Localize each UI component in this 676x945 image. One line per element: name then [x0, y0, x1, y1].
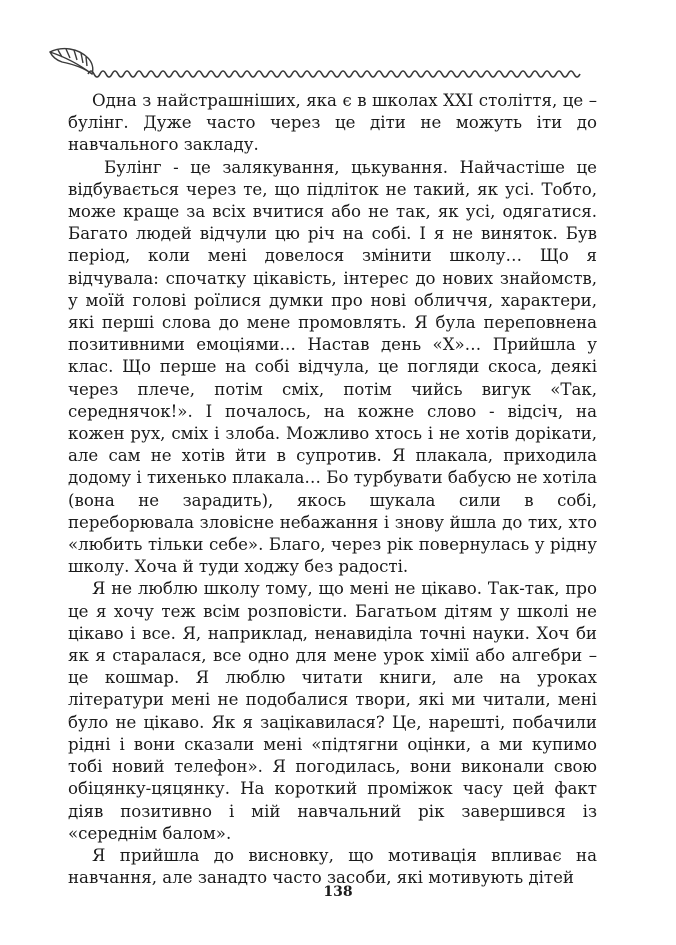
wavy-line-icon	[88, 71, 580, 77]
paragraph-1: Одна з найстрашніших, яка є в школах XXI століття, це – булінг. Дуже часто через це діти не можуть іти до навчального закладу.	[68, 91, 597, 155]
quill-ornament-icon	[48, 44, 600, 84]
feather-icon	[50, 49, 93, 74]
paragraph-2: Булінг - це залякування, цькування. Найчастіше це відбувається через те, що підліток не такий, як усі. Тобто, може краще за всіх вчитися або не так, як усі, одягатися. Багато людей відчули цю річ на собі. І я не виняток. Був період, коли мені довелося змінити школу… Що я відчувала: спочатку цікавість, інтерес до нових знайомств, у моїй голові роїлися думки про нові обличчя, характери, які перші слова до мене промовлять. Я була переповнена позитивними емоціями… Настав день «Х»… Прийшла у клас. Що перше на собі відчула, це погляди скоса, деякі через плече, потім сміх, потім чийсь вигук «Так, середнячок!». І почалось, на кожне слово - відсіч, на кожен рух, сміх і злоба. Можливо хтось і не хотів дорікати, але сам не хотів йти в супротив. Я плакала, приходила додому і тихенько плакала… Бо турбувати бабусю не хотіла (вона не зарадить), якось шукала сили в собі, переборювала зловісне небажання і знову йшла до тих, хто «любить тільки себе». Благо, через рік повернулась у рідну школу. Хоча й туди ходжу без радості.	[68, 157, 597, 577]
paragraph-3: Я не люблю школу тому, що мені не цікаво. Так-так, про це я хочу теж всім розповісти. Багатьом дітям у школі не цікаво і все. Я, наприклад, ненавиділа точні науки. Хоч би як я старалася, все одно для мене урок хімії або алгебри – це кошмар. Я люблю читати книги, але на уроках літератури мені не подобалися твори, які ми читали, мені було не цікаво. Як я зацікавилася? Це, нарешті, побачили рідні і вони сказали мені «підтягни оцінки, а ми купимо тобі новий телефон». Я погодилась, вони виконали свою обіцянку-цяцянку. На короткий проміжок часу цей факт діяв позитивно і мій навчальний рік завершився із «середнім балом».	[68, 579, 597, 843]
body-text	[68, 90, 597, 889]
paragraph-4: Я прийшла до висновку, що мотивація впливає на навчання, але занадто часто засоби, які мотивують дітей	[68, 845, 597, 888]
page-number: 138	[323, 884, 353, 900]
